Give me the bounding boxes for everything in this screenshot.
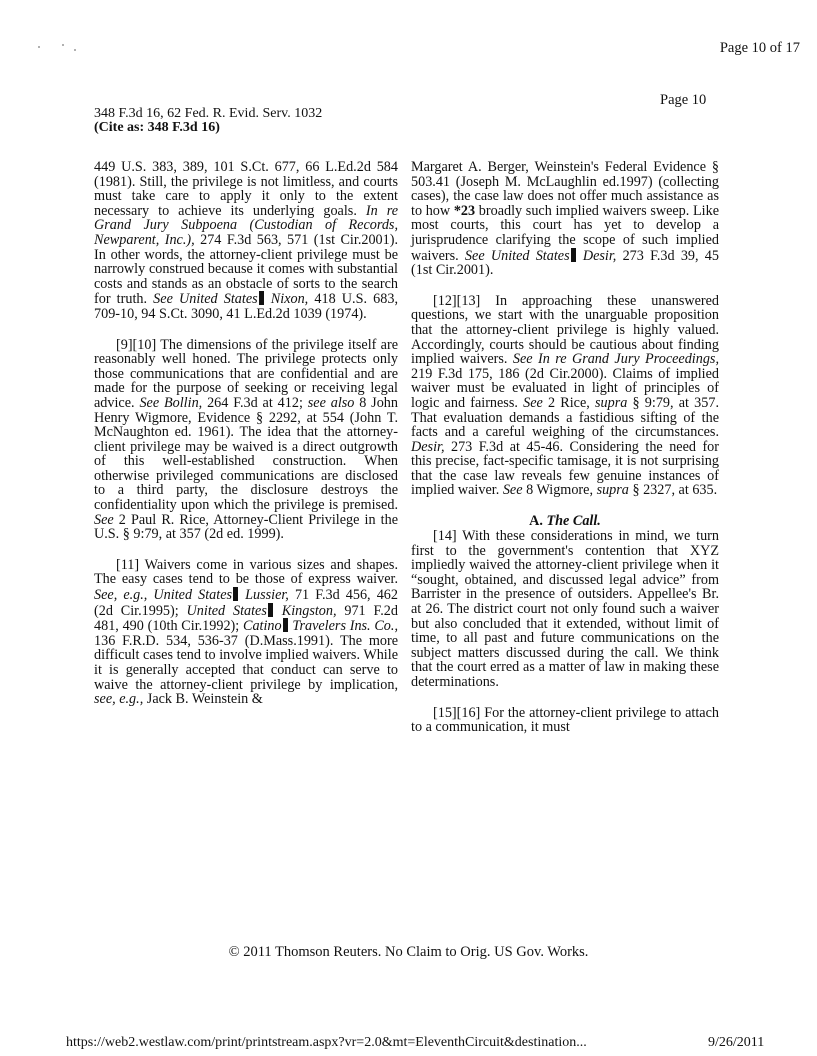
case-citation: In re Grand Jury Subpoena (Custodian of Records, Newparent, Inc.), <box>94 202 398 248</box>
scan-speck <box>62 44 64 46</box>
paragraph: [15][16] For the attorney-client privilege to attach to a communication, it must <box>411 704 719 736</box>
paragraph: Margaret A. Berger, Weinstein's Federal Evidence § 503.41 (Joseph M. McLaughlin ed.1997) (collecting cases), the case law does not offer much assistance as to how *23 broadly such implied waivers sweep. Like most courts, this court has yet to develop a jurisprudence clarifying the scope of such implied waivers. See United States Desir, 273 F.3d 39, 45 (1st Cir.2001). <box>411 159 719 279</box>
case-citation: United States <box>186 602 267 619</box>
case-citation: Lussier, <box>239 587 289 604</box>
print-url: https://web2.westlaw.com/print/printstream.aspx?vr=2.0&mt=EleventhCircuit&destination... <box>66 1035 587 1050</box>
star-page-marker: *23 <box>453 202 476 219</box>
print-date: 9/26/2011 <box>708 1035 765 1050</box>
case-citation: See Bollin, <box>139 394 203 411</box>
case-citation: See, e.g., United States <box>94 587 233 604</box>
redaction-mark <box>571 248 576 262</box>
copyright-notice: © 2011 Thomson Reuters. No Claim to Orig. US Gov. Works. <box>228 944 589 960</box>
case-citation: See In re Grand Jury Proceedings, <box>512 351 719 368</box>
paragraph: [11] Waivers come in various sizes and shapes. The easy cases tend to be those of express waiver. See, e.g., United States Lussier, 71 F.3d 456, 462 (2d Cir.1995); United States Kingston, 971 F.2d 481, 490 (10th Cir.1992); Catino Travelers Ins. Co., 136 F.R.D. 534, 536-37 (D.Mass.1991). The more difficult cases tend to involve implied waivers. While it is generally accepted that conduct can serve to waive the attorney-client privilege by implication, see, e.g., Jack B. Weinstein & <box>94 556 398 708</box>
citation-line: 348 F.3d 16, 62 Fed. R. Evid. Serv. 1032 <box>94 106 323 121</box>
scan-speck <box>38 46 40 48</box>
redaction-mark <box>233 587 238 601</box>
paragraph: [9][10] The dimensions of the privilege itself are reasonably well honed. The privilege protects only those communications that are confidential and are made for the purpose of seeking or receiving legal advice. See Bollin, 264 F.3d at 412; see also 8 John Henry Wigmore, Evidence § 2292, at 554 (John T. McNaughton ed. 1961). The idea that the attorney-client privilege may be waived is a direct outgrowth of this well-established construction. When otherwise privileged communications are disclosed to a third party, the disclosure destroys the confidentiality upon which the privilege is premised. See 2 Paul R. Rice, Attorney-Client Privilege in the U.S. § 9:79, at 357 (2d ed. 1999). <box>94 336 398 543</box>
case-citation: Travelers Ins. Co., <box>288 618 398 635</box>
scan-speck <box>74 49 76 51</box>
redaction-mark <box>268 603 273 617</box>
paragraph: [12][13] In approaching these unanswered questions, we start with the unarguable proposition that the attorney-client privilege is highly valued. Accordingly, courts should be cautious about finding implied waivers. See In re Grand Jury Proceedings, 219 F.3d 175, 186 (2d Cir.2000). Claims of implied waiver must be evaluated in light of principles of logic and fairness. See 2 Rice, supra § 9:79, at 357. That evaluation demands a fastidious sifting of the facts and a careful weighing of the circumstances. Desir, 273 F.3d at 45-46. Considering the need for this precise, fact-specific tamisage, it is not surprising that the case law reveals few genuine instances of implied waiver. See 8 Wigmore, supra § 2327, at 635. <box>411 292 720 499</box>
case-citation: See United States <box>464 247 570 264</box>
case-citation: Catino <box>242 618 282 635</box>
cite-as-line: (Cite as: 348 F.3d 16) <box>94 120 220 135</box>
case-citation: Nixon, <box>264 291 309 308</box>
paragraph: [14] With these considerations in mind, we turn first to the government's contention that XYZ impliedly waived the attorney-client privilege when it “sought, obtained, and discussed legal advice” from Barrister in the presence of outsiders. Appellee's Br. at 26. The district court not only found such a waiver but also concluded that it extended, without limit of time, to all past and future communications on the subject matters discussed during the call. We think that the court erred as a matter of law in making these determinations. <box>411 528 719 690</box>
redaction-mark <box>259 291 264 305</box>
case-citation: Desir, <box>411 438 445 455</box>
case-citation: Desir, <box>576 247 617 264</box>
section-heading: A. The Call. <box>529 513 601 530</box>
redaction-mark <box>283 618 288 632</box>
page-number: Page 10 <box>660 92 707 108</box>
page-count: Page 10 of 17 <box>719 40 800 56</box>
case-citation: Kingston, <box>273 602 337 619</box>
right-column <box>411 160 719 751</box>
left-column <box>94 160 398 723</box>
paragraph: 449 U.S. 383, 389, 101 S.Ct. 677, 66 L.Ed.2d 584 (1981). Still, the privilege is not limitless, and courts must take care to apply it only to the extent necessary to achieve its underlying goals. In re Grand Jury Subpoena (Custodian of Records, Newparent, Inc.), 274 F.3d 563, 571 (1st Cir.2001). In other words, the attorney-client privilege must be narrowly construed because it comes with substantial costs and stands as an obstacle of sorts to the search for truth. See United States Nixon, 418 U.S. 683, 709-10, 94 S.Ct. 3090, 41 L.Ed.2d 1039 (1974). <box>94 159 399 322</box>
case-citation: See United States <box>153 291 258 308</box>
